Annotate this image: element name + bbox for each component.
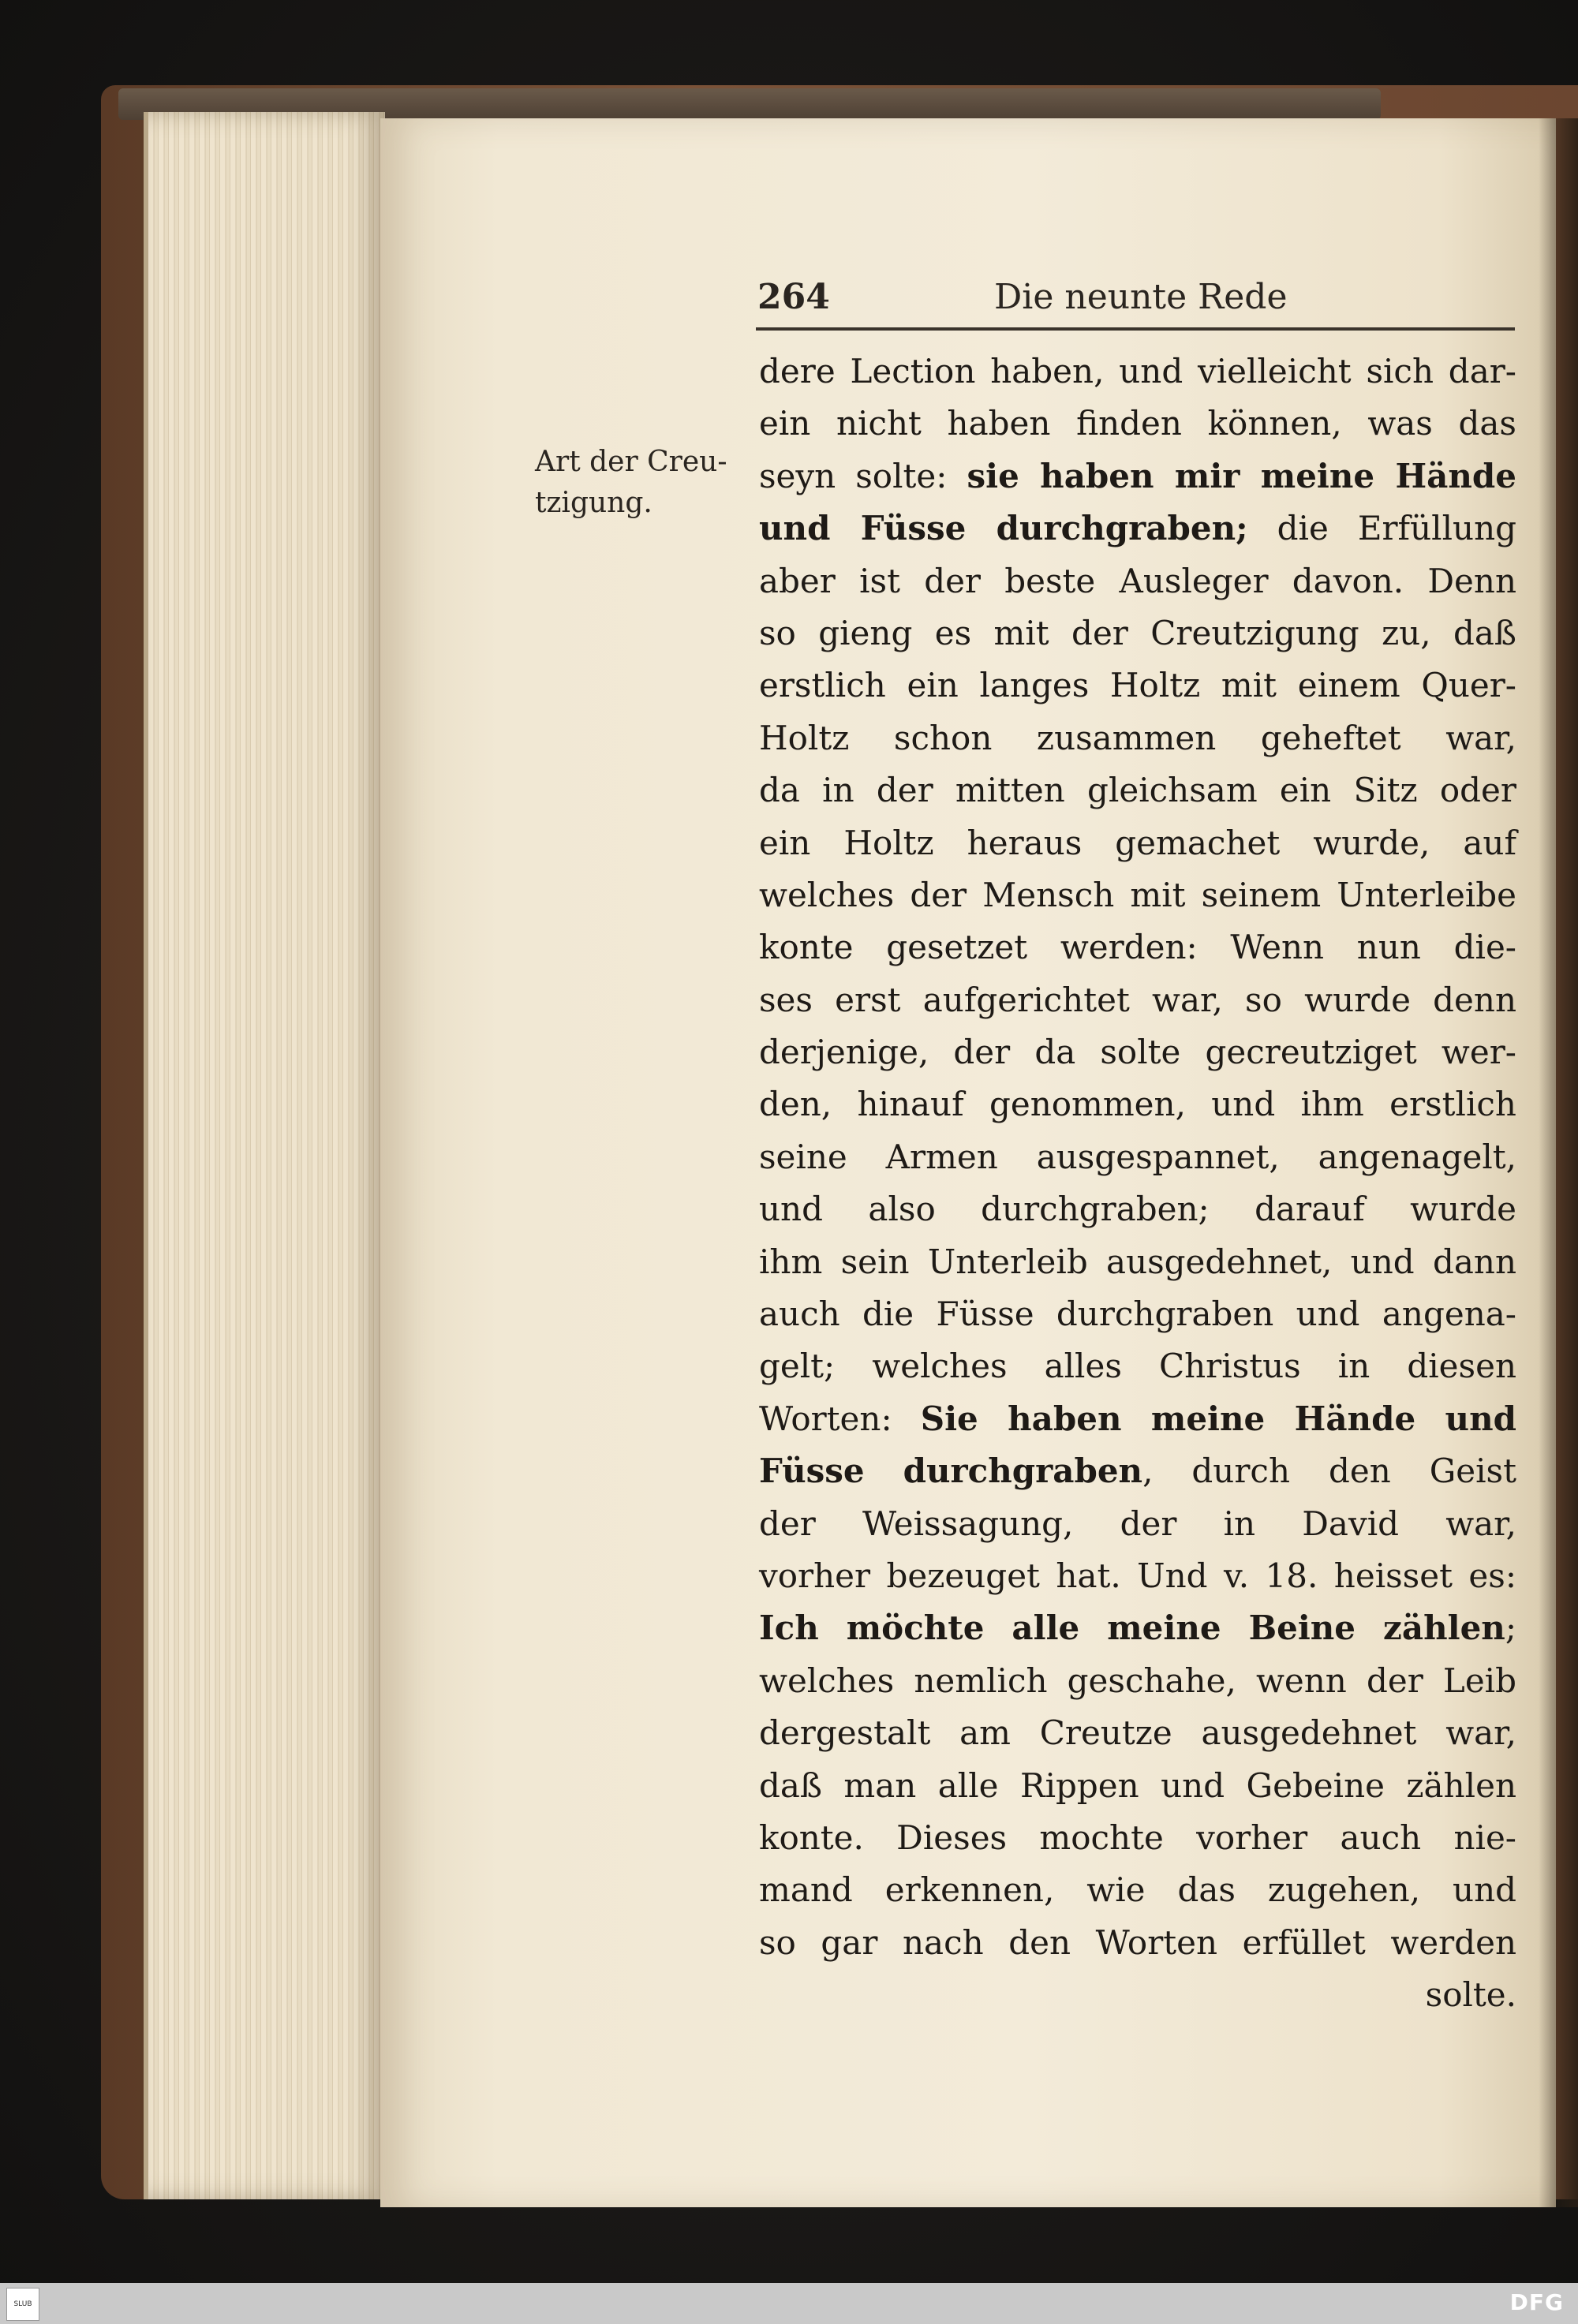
text-line: daß man alle Rippen und Gebeine zählen [759,1765,1516,1805]
body-text [759,346,1516,2022]
text-run: ; [1505,1608,1516,1648]
text-line: ein nicht haben finden können, was das [759,404,1516,443]
text-line: konte. Dieses mochte vorher auch nie- [759,1818,1516,1857]
text-line: so gieng es mit der Creutzigung zu, daß [759,613,1516,652]
running-title: Die neunte Rede [994,277,1288,317]
text-line: ein Holtz heraus gemachet wurde, auf [759,823,1516,862]
text-line [759,1393,1516,1445]
text-line: so gar nach den Worten erfüllet werden [759,1922,1516,1962]
text-line: der Weissagung, der in David war, [759,1504,1516,1543]
text-line [759,1445,1516,1497]
text-line: aber ist der beste Ausleger davon. Denn [759,561,1516,600]
text-line: solte. [1425,1975,1516,2015]
text-run: Worten: [759,1399,892,1438]
library-logo-label: SLUB [13,2300,32,2308]
viewer-footer-bar [0,2283,1578,2324]
text-line: welches nemlich geschahe, wenn der Leib [759,1661,1516,1700]
emphasis-run: Füsse [759,1452,865,1491]
text-line: erstlich ein langes Holtz mit einem Quer- [759,666,1516,705]
text-line: konte gesetzet werden: Wenn nun die- [759,928,1516,967]
text-line: auch die Füsse durchgraben und angena- [759,1295,1516,1334]
running-header [756,272,1517,327]
text-run: seyn solte: [759,456,948,495]
text-line: derjenige, der da solte gecreutziget wer- [759,1033,1516,1072]
dfg-logo: DFG [1509,2289,1564,2315]
header-rule [756,327,1515,331]
emphasis-run: sie haben mir meine Hände [967,456,1516,495]
text-line: und also durchgraben; darauf wurde [759,1190,1516,1229]
text-line: welches der Mensch mit seinem Unterleibe [759,875,1516,914]
text-line: dergestalt am Creutze ausgedehnet war, [759,1713,1516,1753]
emphasis-run: Sie haben meine Hände und [920,1399,1516,1438]
text-line: Holtz schon zusammen geheftet war, [759,718,1516,757]
text-line [759,1602,1516,1654]
text-run: die Erfüllung [1247,509,1517,548]
text-line: den, hinauf genommen, und ihm erstlich [759,1085,1516,1124]
text-run: , durch den Geist [1142,1452,1516,1491]
margin-note-line-1: Art der Creu- [535,446,727,478]
text-line [759,450,1516,503]
page-gutter-shadow [1539,118,1578,2207]
margin-note [535,442,756,524]
page-edges [144,112,385,2199]
margin-note-line-2: tzigung. [535,487,653,519]
emphasis-run: und Füsse durchgraben; [759,509,1248,548]
text-line: seine Armen ausgespannet, angenagelt, [759,1137,1516,1176]
text-line: mand erkennen, wie das zugehen, und [759,1870,1516,1910]
text-line: gelt; welches alles Christus in diesen [759,1347,1516,1386]
text-line: dere Lection haben, und vielleicht sich dar- [759,352,1516,390]
text-line: vorher bezeuget hat. Und v. 18. heisset es: [759,1556,1516,1595]
text-line [759,503,1516,555]
text-line: ihm sein Unterleib ausgedehnet, und dann [759,1242,1516,1281]
text-line: ses erst aufgerichtet war, so wurde denn [759,980,1516,1019]
library-logo-icon [6,2288,39,2321]
text-line: da in der mitten gleichsam ein Sitz oder [759,771,1516,810]
emphasis-run: Ich möchte alle meine Beine zählen [759,1608,1505,1648]
emphasis-run: durchgraben [903,1452,1143,1491]
page-number: 264 [757,277,830,317]
